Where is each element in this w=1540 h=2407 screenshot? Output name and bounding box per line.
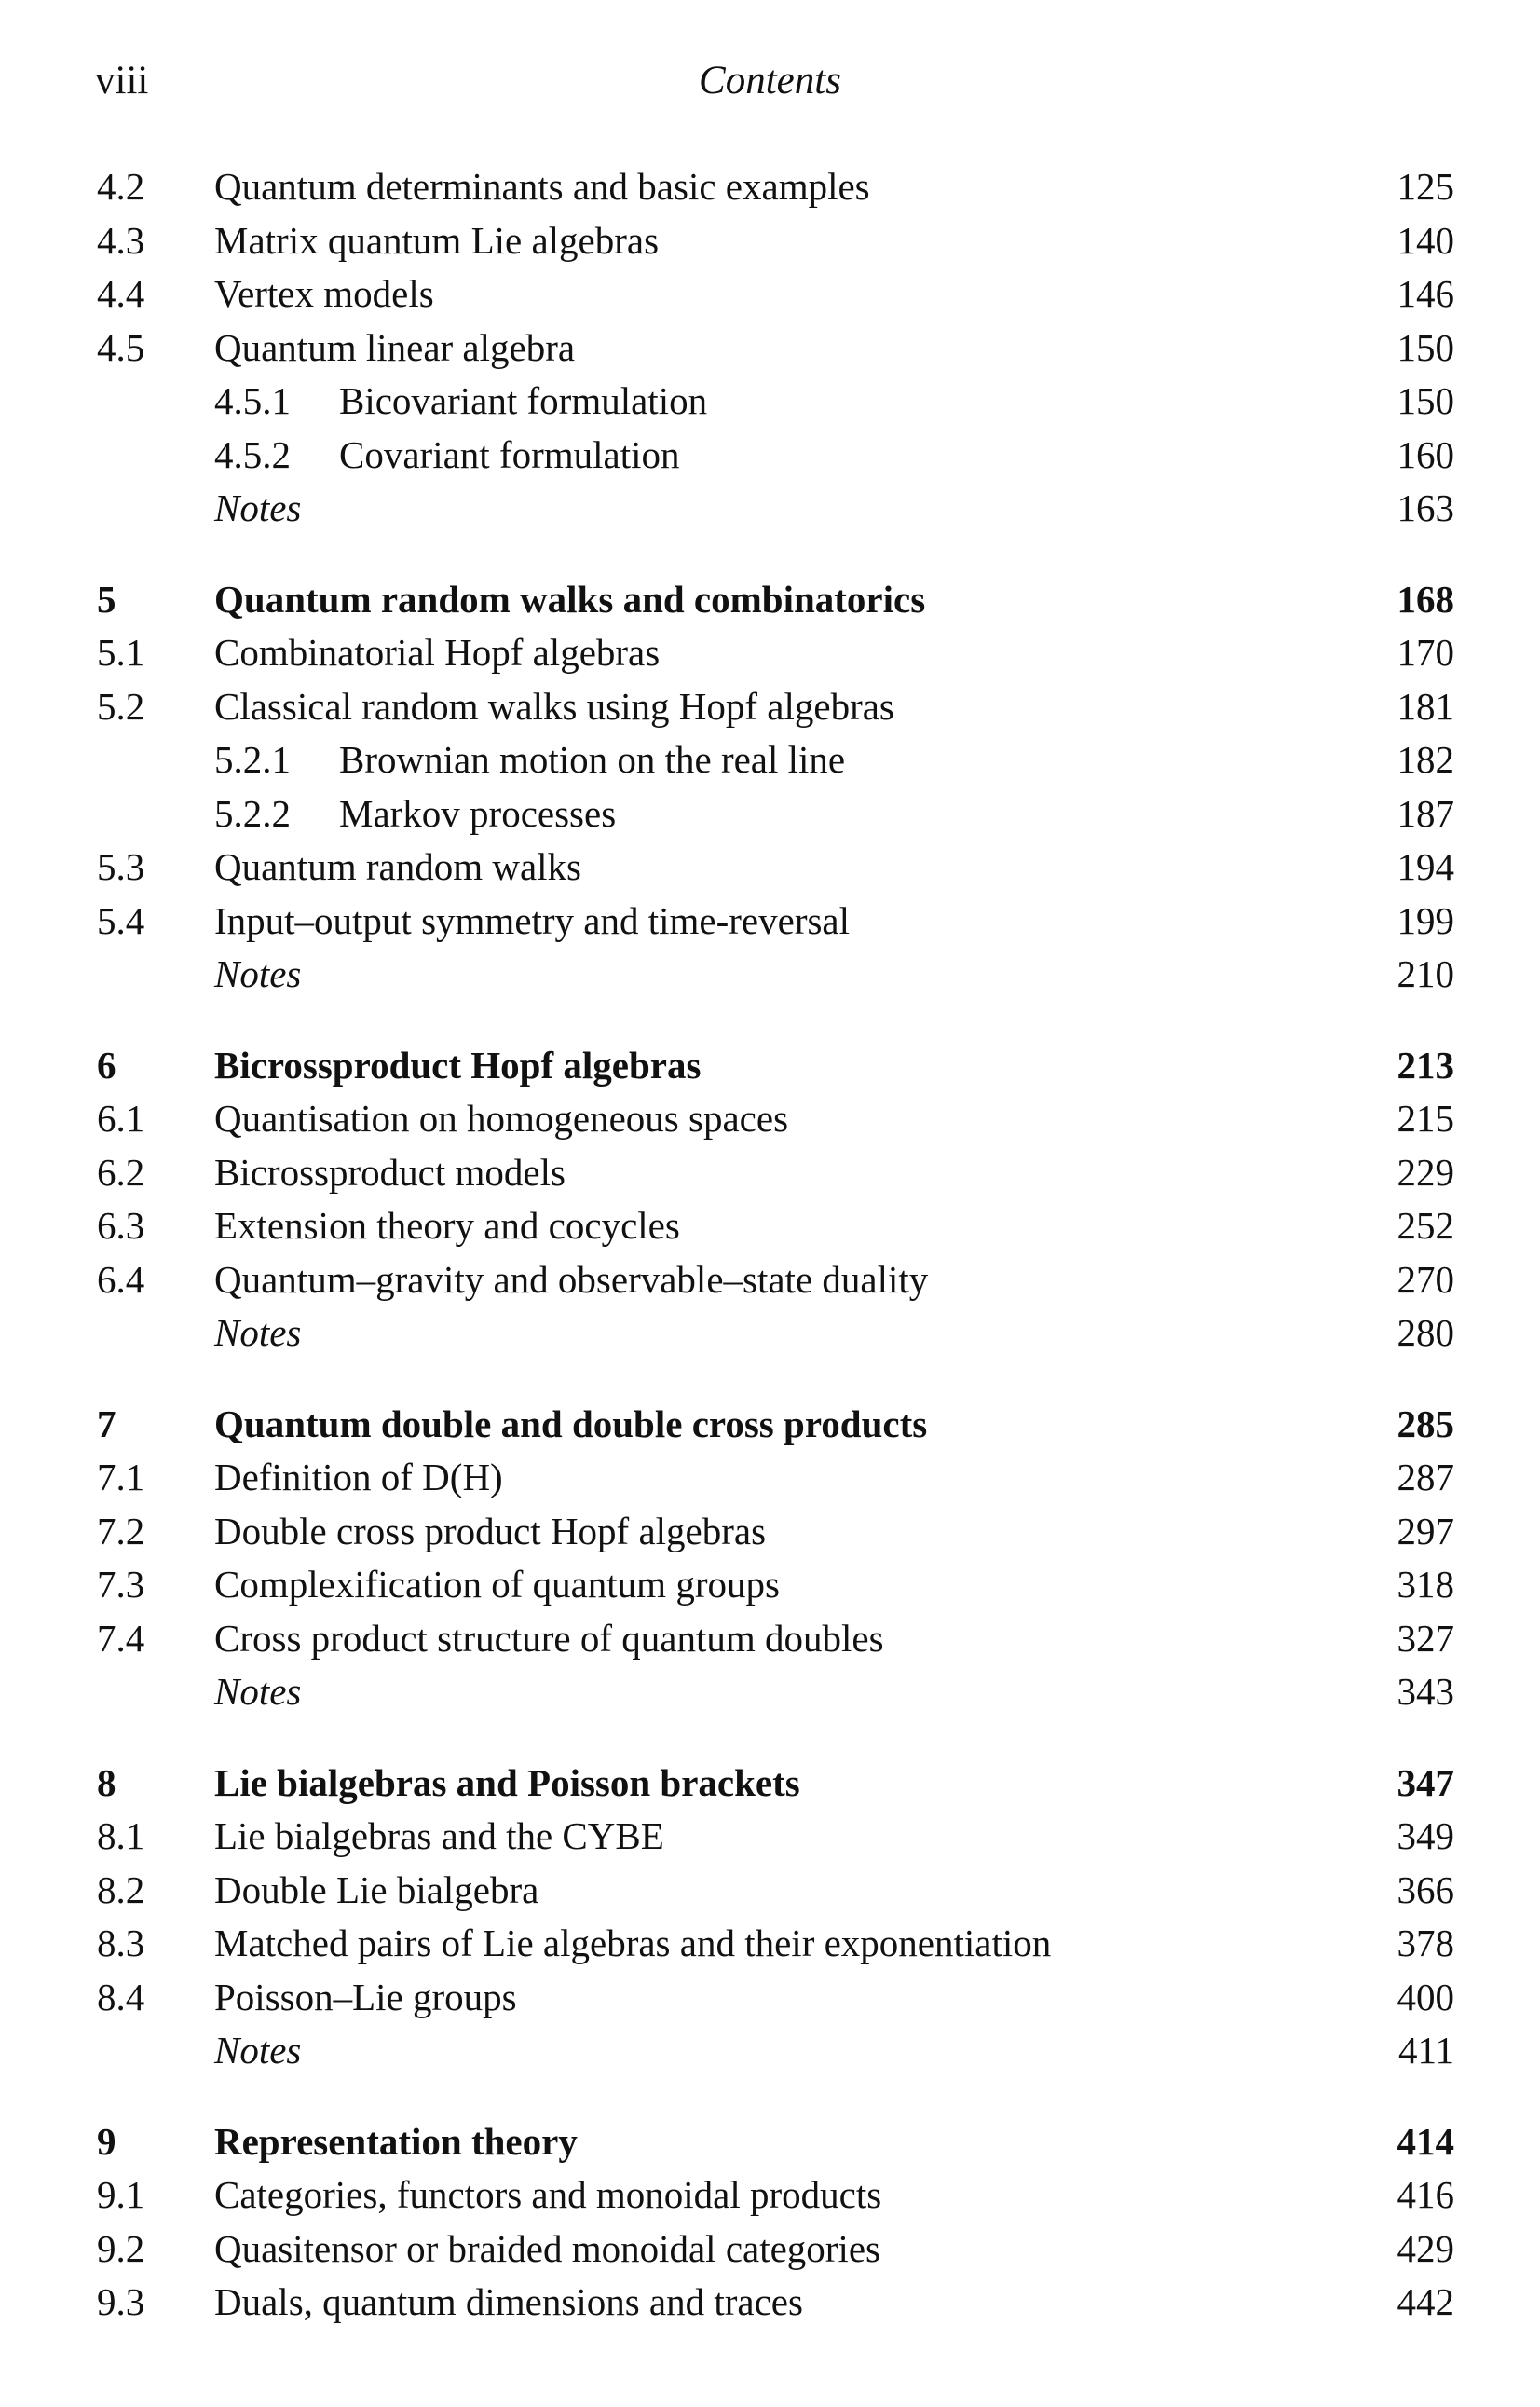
entry-page-number: 181	[1397, 684, 1454, 728]
entry-page-number: 400	[1397, 1975, 1454, 2018]
entry-page-number: 194	[1397, 845, 1454, 888]
entry-title: Vertex models	[214, 272, 434, 315]
entry-page-number: 416	[1397, 2173, 1454, 2216]
entry-page-number: 270	[1397, 1257, 1454, 1301]
entry-title: Extension theory and cocycles	[214, 1204, 680, 1247]
entry-number: 7.2	[97, 1509, 145, 1552]
block-spacer	[0, 1002, 1540, 1039]
entry-title: Brownian motion on the real line	[339, 738, 846, 781]
entry-page-number: 150	[1397, 325, 1454, 369]
toc-entry-sub[interactable]	[0, 733, 1540, 787]
entry-page-number: 215	[1397, 1097, 1454, 1140]
toc-entry-chapter[interactable]	[0, 1039, 1540, 1093]
toc-entry-section[interactable]	[0, 1505, 1540, 1559]
entry-page-number: 349	[1397, 1814, 1454, 1857]
toc-entry-section[interactable]	[0, 1864, 1540, 1918]
entry-number: 6.4	[97, 1257, 145, 1301]
entry-number: 9.2	[97, 2226, 145, 2270]
entry-number: 6.3	[97, 1204, 145, 1247]
entry-page-number: 252	[1397, 1204, 1454, 1247]
entry-page-number: 150	[1397, 379, 1454, 422]
entry-title: Notes	[214, 1670, 302, 1713]
entry-number: 5.2	[97, 684, 145, 728]
toc-entry-section[interactable]	[0, 841, 1540, 895]
entry-page-number: 146	[1397, 272, 1454, 315]
entry-page-number: 429	[1397, 2226, 1454, 2270]
toc-entry-section[interactable]	[0, 1092, 1540, 1146]
toc-entry-section[interactable]	[0, 1917, 1540, 1971]
entry-number: 6.1	[97, 1097, 145, 1140]
entry-title: Notes	[214, 486, 302, 529]
page-folio: viii	[95, 59, 149, 103]
toc-entry-section[interactable]	[0, 2276, 1540, 2330]
entry-page-number: 347	[1397, 1760, 1454, 1804]
running-title: Contents	[699, 59, 841, 103]
page-header	[0, 58, 1540, 114]
entry-page-number: 229	[1397, 1150, 1454, 1194]
block-spacer	[0, 1361, 1540, 1398]
toc-entry-sub[interactable]	[0, 787, 1540, 841]
entry-title: Quantum random walks and combinatorics	[214, 577, 926, 621]
entry-number: 9.3	[97, 2280, 145, 2323]
toc-entry-chapter[interactable]	[0, 1398, 1540, 1452]
entry-page-number: 327	[1397, 1616, 1454, 1660]
entry-title: Notes	[214, 952, 302, 995]
entry-number: 4.5.2	[214, 432, 291, 476]
entry-number: 5.3	[97, 845, 145, 888]
entry-number: 5	[97, 577, 116, 621]
entry-page-number: 210	[1397, 952, 1454, 995]
toc-entry-section[interactable]	[0, 626, 1540, 680]
entry-number: 9.1	[97, 2173, 145, 2216]
toc-entry-section[interactable]	[0, 1253, 1540, 1307]
entry-title: Covariant formulation	[339, 432, 680, 476]
entry-page-number: 163	[1397, 486, 1454, 529]
entry-page-number: 280	[1397, 1311, 1454, 1354]
entry-title: Matched pairs of Lie algebras and their exponentiation	[214, 1921, 1052, 1964]
entry-title: Quantum linear algebra	[214, 325, 576, 369]
toc-entry-notes[interactable]	[0, 1665, 1540, 1719]
entry-number: 9	[97, 2119, 116, 2163]
entry-page-number: 366	[1397, 1867, 1454, 1911]
entry-number: 5.1	[97, 631, 145, 674]
entry-title: Representation theory	[214, 2119, 578, 2163]
toc-entry-sub[interactable]	[0, 429, 1540, 483]
toc-entry-section[interactable]	[0, 2222, 1540, 2277]
entry-page-number: 199	[1397, 898, 1454, 942]
entry-page-number: 378	[1397, 1921, 1454, 1964]
entry-title: Quantum–gravity and observable–state duality	[214, 1257, 929, 1301]
entry-number: 5.2.1	[214, 738, 291, 781]
entry-page-number: 442	[1397, 2280, 1454, 2323]
entry-page-number: 414	[1397, 2119, 1454, 2163]
entry-title: Quantum determinants and basic examples	[214, 165, 870, 208]
toc-entry-section[interactable]	[0, 321, 1540, 376]
toc-entry-section[interactable]	[0, 680, 1540, 734]
entry-number: 4.5.1	[214, 379, 291, 422]
toc-entry-section[interactable]	[0, 2168, 1540, 2222]
entry-page-number: 287	[1397, 1456, 1454, 1498]
entry-number: 7.4	[97, 1616, 145, 1660]
entry-title: Matrix quantum Lie algebras	[214, 218, 660, 262]
block-spacer	[0, 536, 1540, 573]
entry-page-number: 297	[1397, 1509, 1454, 1552]
toc-entry-section[interactable]	[0, 267, 1540, 321]
entry-number: 8.3	[97, 1921, 145, 1964]
entry-page-number: 343	[1397, 1670, 1454, 1713]
entry-number: 8	[97, 1760, 116, 1804]
toc-entry-chapter[interactable]	[0, 573, 1540, 627]
entry-title: Quantum double and double cross products	[214, 1402, 928, 1445]
block-spacer	[0, 1719, 1540, 1757]
entry-number: 7.1	[97, 1456, 145, 1498]
entry-page-number: 125	[1397, 165, 1454, 208]
entry-title: Duals, quantum dimensions and traces	[214, 2280, 803, 2323]
entry-title: Notes	[214, 2029, 302, 2072]
entry-title: Bicovariant formulation	[339, 379, 708, 422]
entry-number: 8.2	[97, 1867, 145, 1911]
toc-entry-section[interactable]	[0, 1146, 1540, 1200]
entry-page-number: 318	[1397, 1563, 1454, 1606]
entry-page-number: 140	[1397, 218, 1454, 262]
entry-title: Poisson–Lie groups	[214, 1975, 517, 2018]
entry-page-number: 285	[1397, 1402, 1454, 1445]
toc-entry-section[interactable]	[0, 1199, 1540, 1253]
entry-title: Complexification of quantum groups	[214, 1563, 780, 1606]
entry-title: Cross product structure of quantum doubles	[214, 1616, 884, 1660]
toc-entry-section[interactable]	[0, 895, 1540, 949]
entry-title: Quantisation on homogeneous spaces	[214, 1097, 789, 1140]
entry-title: Combinatorial Hopf algebras	[214, 631, 661, 674]
toc-entry-section[interactable]	[0, 1451, 1540, 1505]
entry-number: 5.2.2	[214, 791, 291, 835]
entry-title: Lie bialgebras and Poisson brackets	[214, 1760, 800, 1804]
entry-number: 5.4	[97, 898, 145, 942]
toc-entry-section[interactable]	[0, 1558, 1540, 1612]
entry-number: 7	[97, 1402, 116, 1445]
entry-title: Markov processes	[339, 791, 617, 835]
toc-entry-section[interactable]	[0, 1810, 1540, 1864]
entry-page-number: 170	[1397, 631, 1454, 674]
toc-entry-notes[interactable]	[0, 482, 1540, 536]
toc-entry-notes[interactable]	[0, 2024, 1540, 2078]
entry-title: Double cross product Hopf algebras	[214, 1509, 767, 1552]
entry-title: Quasitensor or braided monoidal categories	[214, 2226, 880, 2270]
entry-number: 4.4	[97, 272, 145, 315]
entry-number: 6	[97, 1043, 116, 1087]
entry-number: 4.5	[97, 325, 145, 369]
table-of-contents	[0, 160, 1540, 2330]
toc-entry-chapter[interactable]	[0, 1757, 1540, 1811]
toc-entry-section[interactable]	[0, 214, 1540, 268]
entry-page-number: 168	[1397, 577, 1454, 621]
entry-title: Definition of D(H)	[214, 1456, 503, 1498]
entry-page-number: 213	[1397, 1043, 1454, 1087]
block-spacer	[0, 2078, 1540, 2115]
entry-title: Quantum random walks	[214, 845, 581, 888]
toc-entry-notes[interactable]	[0, 948, 1540, 1002]
entry-page-number: 187	[1397, 791, 1454, 835]
entry-title: Input–output symmetry and time-reversal	[214, 898, 851, 942]
entry-page-number: 182	[1397, 738, 1454, 781]
toc-entry-section[interactable]	[0, 1971, 1540, 2025]
entry-title: Lie bialgebras and the CYBE	[214, 1814, 664, 1857]
entry-title: Bicrossproduct models	[214, 1150, 566, 1194]
entry-page-number: 160	[1397, 432, 1454, 476]
entry-number: 8.4	[97, 1975, 145, 2018]
entry-page-number: 411	[1398, 2029, 1454, 2072]
toc-entry-notes[interactable]	[0, 1306, 1540, 1361]
entry-number: 4.3	[97, 218, 145, 262]
toc-entry-sub[interactable]	[0, 375, 1540, 429]
entry-number: 4.2	[97, 165, 145, 208]
entry-number: 6.2	[97, 1150, 145, 1194]
entry-number: 7.3	[97, 1563, 145, 1606]
entry-title: Notes	[214, 1311, 302, 1354]
toc-entry-section[interactable]	[0, 1612, 1540, 1666]
entry-title: Bicrossproduct Hopf algebras	[214, 1043, 702, 1087]
entry-title: Classical random walks using Hopf algebras	[214, 684, 894, 728]
toc-entry-section[interactable]	[0, 160, 1540, 214]
entry-number: 8.1	[97, 1814, 145, 1857]
toc-entry-chapter[interactable]	[0, 2115, 1540, 2169]
entry-title: Categories, functors and monoidal products	[214, 2173, 882, 2216]
entry-title: Double Lie bialgebra	[214, 1867, 539, 1911]
